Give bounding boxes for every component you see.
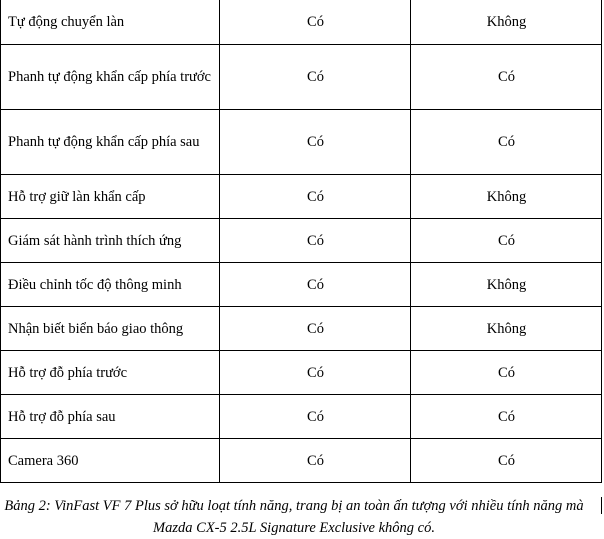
table-row	[1, 0, 602, 45]
feature-cell: Giám sát hành trình thích ứng	[1, 219, 220, 263]
text-cursor-mark	[601, 497, 602, 514]
cx5-value-cell: Có	[411, 110, 602, 175]
cx5-value-cell: Không	[411, 263, 602, 307]
vf7-value-cell: Có	[220, 439, 411, 483]
feature-cell: Nhận biết biển báo giao thông	[1, 307, 220, 351]
feature-cell: Camera 360	[1, 439, 220, 483]
table-row	[1, 307, 602, 351]
feature-cell: Phanh tự động khẩn cấp phía trước	[1, 45, 220, 110]
table-row	[1, 219, 602, 263]
vf7-value-cell: Có	[220, 351, 411, 395]
feature-cell: Hỗ trợ đỗ phía trước	[1, 351, 220, 395]
table-row	[1, 110, 602, 175]
cx5-value-cell: Không	[411, 0, 602, 45]
cx5-value-cell: Có	[411, 45, 602, 110]
vf7-value-cell: Có	[220, 110, 411, 175]
vf7-value-cell: Có	[220, 395, 411, 439]
table-row	[1, 351, 602, 395]
feature-cell: Phanh tự động khẩn cấp phía sau	[1, 110, 220, 175]
feature-cell: Điều chỉnh tốc độ thông minh	[1, 263, 220, 307]
vf7-value-cell: Có	[220, 45, 411, 110]
vf7-value-cell: Có	[220, 175, 411, 219]
vf7-value-cell: Có	[220, 0, 411, 45]
cx5-value-cell: Có	[411, 439, 602, 483]
cx5-value-cell: Có	[411, 351, 602, 395]
feature-cell: Hỗ trợ đỗ phía sau	[1, 395, 220, 439]
feature-cell: Tự động chuyển làn	[1, 0, 220, 45]
vf7-value-cell: Có	[220, 219, 411, 263]
table-row	[1, 263, 602, 307]
cx5-value-cell: Không	[411, 307, 602, 351]
table-row	[1, 395, 602, 439]
cx5-value-cell: Có	[411, 219, 602, 263]
cx5-value-cell: Không	[411, 175, 602, 219]
table-caption: Bảng 2: VinFast VF 7 Plus sở hữu loạt tính năng, trang bị an toàn ấn tượng với nhiều tính năng mà Mazda CX-5 2.5L Signature Exclusive không có.	[4, 498, 584, 536]
vf7-value-cell: Có	[220, 263, 411, 307]
vf7-value-cell: Có	[220, 307, 411, 351]
cx5-value-cell: Có	[411, 395, 602, 439]
table-row	[1, 439, 602, 483]
table-row	[1, 45, 602, 110]
table-row	[1, 175, 602, 219]
feature-cell: Hỗ trợ giữ làn khẩn cấp	[1, 175, 220, 219]
